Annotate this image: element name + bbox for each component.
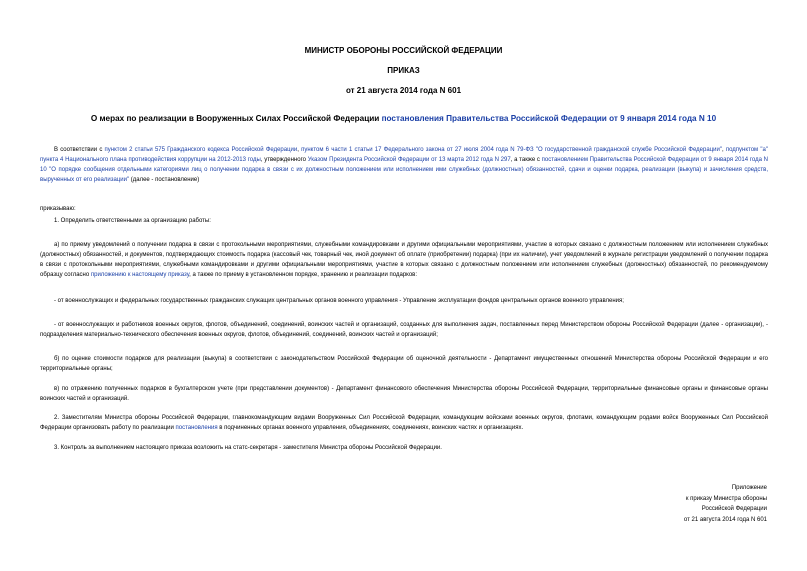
order-heading: ПРИКАЗ [387, 66, 420, 75]
civil-code-link[interactable]: пунктом 2 статьи 575 Гражданского кодекса Российской Федерации [104, 147, 298, 153]
paragraph-2 [40, 413, 768, 433]
preamble-text-5: , а также с [510, 157, 542, 163]
paragraph-1b: б) по оценке стоимости подарков для реализации (выкупа) в соответствии с законодательством Российской Федерации об оценочной деятельности - Департамент имущественных отношений Министерства обороны Российской Федерации и его территориальные органы; [40, 356, 768, 372]
paragraph-3: 3. Контроль за выполнением настоящего приказа возложить на статс-секретаря - заместителя Министра обороны Российской Федерации. [54, 445, 442, 451]
preamble-text-6: (далее - постановление) [129, 177, 200, 183]
document-title [0, 114, 807, 124]
paragraph-1v: в) по отражению полученных подарков в бухгалтерском учете (при представлении документов) - Департамент финансового обеспечения Министерства обороны Российской Федерации, территориальные финансовые органы и финансовые органы воинских частей и организаций. [40, 386, 768, 402]
appendix-note-line-3: Российской Федерации [701, 506, 767, 512]
preamble-text-2: , [297, 147, 302, 153]
order-date-number: от 21 августа 2014 года N 601 [345, 86, 462, 95]
paragraph-1a-text-end: , а также по приему в установленном порядке, хранению и реализации подарков: [189, 272, 418, 278]
government-resolution-link[interactable]: постановлением Правительства Российской Федерации от 9 января 2014 года N 10 "О порядке сообщения отдельными категориями лиц о получении подарка в связи с их должностным положением или исполнением ими служебных (должностных) обязанностей, сдачи и оценки подарка, реализации (выкупа) и зачисления средств, вырученных от его реализации" [40, 157, 768, 183]
title-resolution-link[interactable]: постановления Правительства Российской Федерации от 9 января 2014 года N 10 [381, 114, 717, 123]
preamble-text-1: В соответствии с [54, 147, 105, 153]
appendix-link[interactable]: приложению к настоящему приказу [90, 272, 190, 278]
ministry-heading: МИНИСТР ОБОРОНЫ РОССИЙСКОЙ ФЕДЕРАЦИИ [304, 46, 503, 55]
appendix-note-line-4: от 21 августа 2014 года N 601 [683, 516, 767, 523]
paragraph-1a-text: а) по приему уведомлений о получении подарка в связи с протокольными мероприятиями, служебными командировками и другими официальными мероприятиями, участие в которых связано с должностным положением или исполнением служебных (должностных) обязанностей, и документов, подтверждающих стоимость подарка (кассовый чек, товарный чек, иной документ об оплате (приобретении) подарка) (при их наличии), учет уведомлений в журнале регистрации уведомлений о получении подарка в связи с протокольными мероприятиями, служебными командировками и другими официальными мероприятиями, участие в которых связано с должностным положением или исполнением служебных (должностных) обязанностей, по рекомендуемому образцу согласно [40, 242, 768, 278]
paragraph-1: 1. Определить ответственными за организацию работы: [54, 218, 211, 224]
federal-law-link[interactable]: пунктом 6 части 1 статьи 17 Федерального закона от 27 июля 2004 года N 79-ФЗ "О государственной гражданской службе Российской Федерации" [301, 147, 722, 153]
paragraph-1a-dash-1: - от военнослужащих и федеральных государственных гражданских служащих центральных органов военного управления - Управление эксплуатации фондов центральных органов военного управления; [54, 298, 624, 304]
paragraph-1a [40, 240, 768, 280]
orders-word: приказываю: [40, 206, 76, 212]
presidential-decree-link[interactable]: Указом Президента Российской Федерации от 13 марта 2012 года N 297 [307, 157, 511, 163]
paragraph-2-text: 2. Заместителям Министра обороны Российской Федерации, главнокомандующим видами Вооруженных Сил Российской Федерации, командующим войсками военных округов, флотами, командующим родами войск Вооруженных Сил Российской Федерации организовать работу по реализации [40, 415, 768, 431]
national-plan-link[interactable]: подпунктом "а" пункта 4 Национального плана противодействия коррупции на 2012-2013 годы [40, 147, 768, 163]
preamble-paragraph [40, 145, 768, 195]
preamble-text-4: , утвержденного [260, 157, 308, 163]
resolution-link[interactable]: постановления [175, 425, 218, 431]
preamble-text-3: , [721, 147, 726, 153]
document-title-text: О мерах по реализации в Вооруженных Силах Российской Федерации [90, 114, 382, 123]
paragraph-1a-dash-2: - от военнослужащих и работников военных округов, флотов, объединений, соединений, воинских частей и организаций, созданных для выполнения задач, поставленных перед Министерством обороны Российской Федерации (далее - организации), - подразделения материально-технического обеспечения военных округов, флотов, объединений, соединений, воинских частей и организаций; [40, 322, 768, 338]
appendix-note-line-2: к приказу Министра обороны [685, 495, 767, 502]
appendix-note [567, 483, 767, 525]
paragraph-2-text-end: в подчиненных органах военного управления, объединениях, соединениях, воинских частях и организациях. [217, 425, 524, 431]
appendix-note-line-1: Приложение [731, 485, 767, 491]
